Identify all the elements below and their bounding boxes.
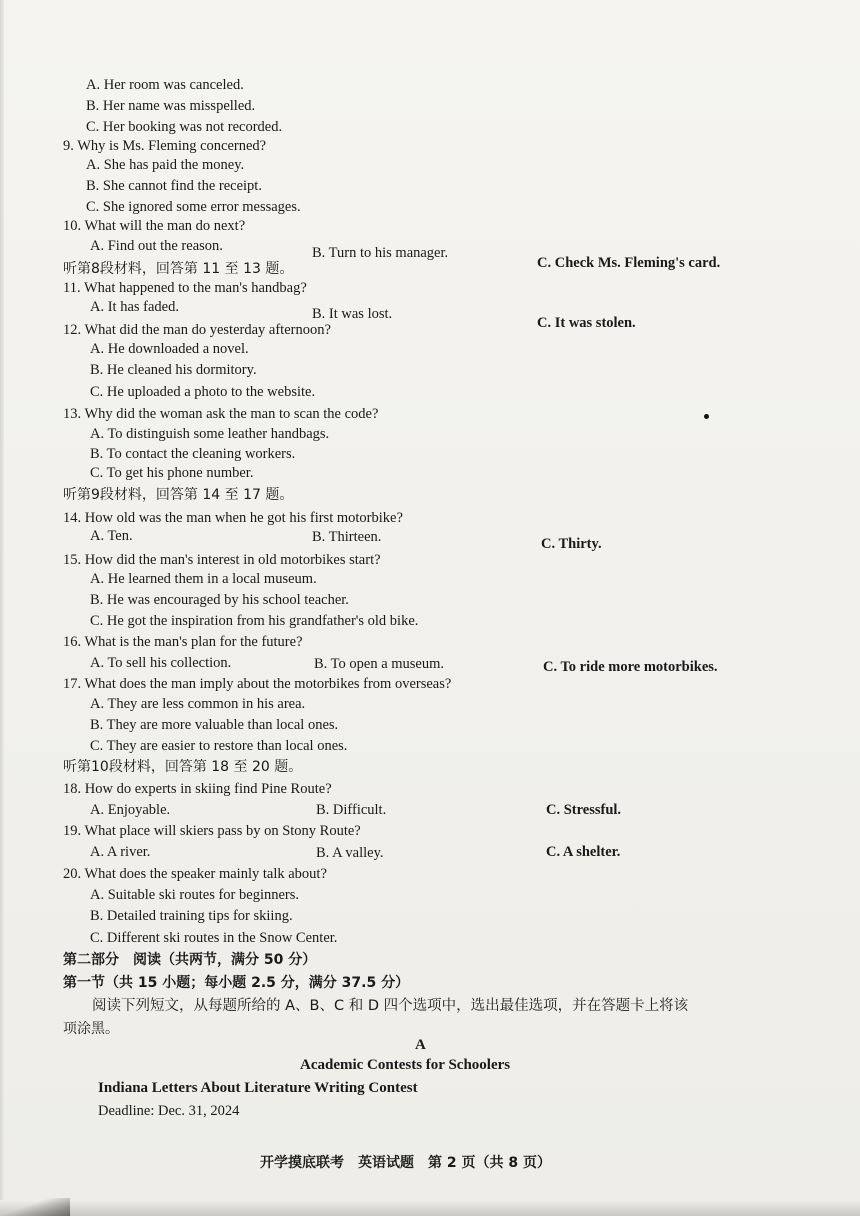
- lines-34: A. A river.: [90, 844, 151, 860]
- lines-32: A. Enjoyable.: [90, 802, 171, 818]
- lines-14: C. He uploaded a photo to the website.: [90, 384, 316, 400]
- lines-2: C. Her booking was not recorded.: [86, 119, 283, 135]
- lines-8: A. Find out the reason.: [90, 238, 223, 254]
- options_bc-6: B. To open a museum.: [314, 656, 445, 672]
- lines-19: 14. How old was the man when he got his first motorbike?: [63, 510, 403, 526]
- lines-3: 9. Why is Ms. Fleming concerned?: [63, 138, 267, 154]
- lines-26: A. To sell his collection.: [90, 655, 232, 671]
- lines-12: A. He downloaded a novel.: [90, 341, 249, 357]
- lines-7: 10. What will the man do next?: [63, 218, 246, 234]
- options_bc-10: B. A valley.: [316, 845, 384, 861]
- cn_lines-1: 听第9段材料，回答第 14 至 17 题。: [63, 487, 294, 503]
- passage-title: Academic Contests for Schoolers: [300, 1057, 511, 1073]
- options_bc-11: C. A shelter.: [546, 844, 621, 860]
- lines-33: 19. What place will skiers pass by on Stony Route?: [63, 823, 361, 839]
- lines-11: 12. What did the man do yesterday afternoon?: [63, 322, 331, 338]
- section-one-heading: 第一节（共 15 小题；每小题 2.5 分，满分 37.5 分）: [63, 975, 410, 991]
- options_bc-4: B. Thirteen.: [312, 529, 382, 545]
- contest-name: Indiana Letters About Literature Writing Contest: [98, 1080, 418, 1096]
- options_bc-9: C. Stressful.: [546, 802, 622, 818]
- lines-38: C. Different ski routes in the Snow Center.: [90, 930, 338, 946]
- lines-36: A. Suitable ski routes for beginners.: [90, 887, 300, 903]
- lines-24: C. He got the inspiration from his grandfather's old bike.: [90, 613, 419, 629]
- lines-30: C. They are easier to restore than local ones.: [90, 738, 348, 754]
- lines-28: A. They are less common in his area.: [90, 696, 306, 712]
- lines-13: B. He cleaned his dormitory.: [90, 362, 257, 378]
- lines-17: B. To contact the cleaning workers.: [90, 446, 296, 462]
- lines-4: A. She has paid the money.: [86, 157, 245, 173]
- reading-instruction-line1: 阅读下列短文，从每题所给的 A、B、C 和 D 四个选项中，选出最佳选项，并在答题卡上将该: [92, 998, 689, 1014]
- cn_lines-0: 听第8段材料，回答第 11 至 13 题。: [63, 261, 294, 277]
- options_bc-8: B. Difficult.: [316, 802, 387, 818]
- page-footer: 开学摸底联考 英语试题 第 2 页（共 8 页）: [260, 1155, 551, 1171]
- page-corner-shadow: [0, 1198, 70, 1216]
- passage-letter: A: [415, 1037, 426, 1053]
- options_bc-3: C. It was stolen.: [537, 315, 636, 331]
- lines-16: A. To distinguish some leather handbags.: [90, 426, 330, 442]
- lines-29: B. They are more valuable than local ones.: [90, 717, 339, 733]
- page-bottom-edge: [0, 1200, 860, 1216]
- contest-deadline: Deadline: Dec. 31, 2024: [98, 1103, 240, 1119]
- options_bc-5: C. Thirty.: [541, 536, 602, 552]
- options_bc-2: B. It was lost.: [312, 306, 393, 322]
- lines-23: B. He was encouraged by his school teacher.: [90, 592, 349, 608]
- ink-dot: [704, 414, 709, 419]
- lines-18: C. To get his phone number.: [90, 465, 254, 481]
- lines-20: A. Ten.: [90, 528, 133, 544]
- lines-6: C. She ignored some error messages.: [86, 199, 301, 215]
- lines-0: A. Her room was canceled.: [86, 77, 244, 93]
- lines-31: 18. How do experts in skiing find Pine Route?: [63, 781, 332, 797]
- lines-27: 17. What does the man imply about the motorbikes from overseas?: [63, 676, 452, 692]
- page-left-edge: [0, 0, 4, 1216]
- lines-5: B. She cannot find the receipt.: [86, 178, 262, 194]
- options_bc-7: C. To ride more motorbikes.: [543, 659, 718, 675]
- lines-37: B. Detailed training tips for skiing.: [90, 908, 293, 924]
- lines-35: 20. What does the speaker mainly talk about?: [63, 866, 327, 882]
- lines-25: 16. What is the man's plan for the future?: [63, 634, 303, 650]
- options_bc-0: B. Turn to his manager.: [312, 245, 449, 261]
- lines-22: A. He learned them in a local museum.: [90, 571, 317, 587]
- lines-15: 13. Why did the woman ask the man to scan the code?: [63, 406, 379, 422]
- options_bc-1: C. Check Ms. Fleming's card.: [537, 255, 721, 271]
- lines-9: 11. What happened to the man's handbag?: [63, 280, 307, 296]
- lines-1: B. Her name was misspelled.: [86, 98, 256, 114]
- cn_lines-2: 听第10段材料，回答第 18 至 20 题。: [63, 759, 303, 775]
- lines-10: A. It has faded.: [90, 299, 179, 315]
- part-two-heading: 第二部分 阅读（共两节，满分 50 分）: [63, 952, 317, 968]
- reading-instruction-line2: 项涂黑。: [63, 1021, 119, 1037]
- lines-21: 15. How did the man's interest in old motorbikes start?: [63, 552, 381, 568]
